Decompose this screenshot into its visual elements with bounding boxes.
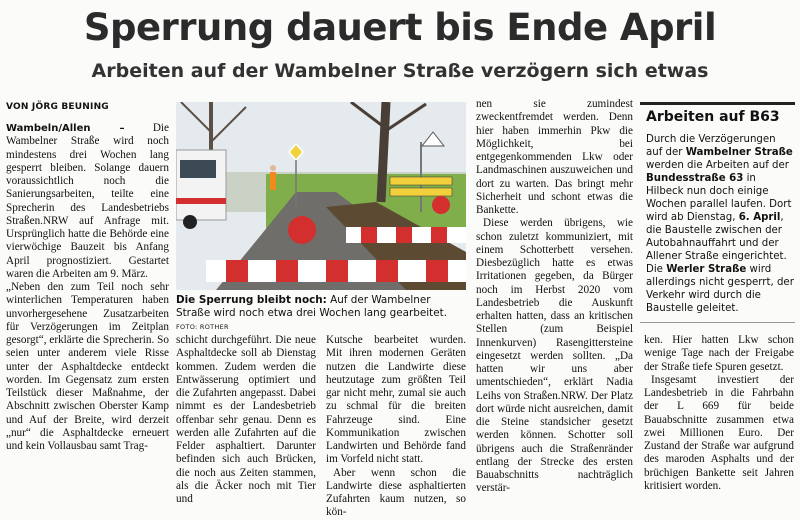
article-column-2 <box>176 334 316 506</box>
paragraph <box>6 122 169 281</box>
road-construction-photo <box>176 102 466 290</box>
paragraph: Insgesamt investiert der Landesbetrieb in die Fahrbahn der L 669 für beide Bauabschnitte zusammen etwa zwei Millionen Euro. Der Zustand der Straße war aufgrund des maroden Asphalts und der brüchigen Bankette seit Jahren kritisiert worden. <box>644 373 794 492</box>
paragraph: „Neben den zum Teil noch sehr winterlichen Temperaturen haben unvorhergesehene Zusatzarbeiten für Verzögerungen im Zeitplan gesorgt“, erklärte die Sprecherin. So seien unter anderem viele Risse unter der Asphaltdecke entdeckt worden. Im Gegensatz zum ersten Teilstück dieser Maßnahme, der Abschnitt zwischen Oberster Kamp und Auf der Breite, wird derzeit „nur“ die Asphaltdecke erneuert und kein Vollausbau samt Trag- <box>6 281 169 452</box>
headline: Sperrung dauert bis Ende April <box>83 6 717 49</box>
article-column-3 <box>326 334 466 520</box>
dateline: Wambeln/Allen – <box>6 123 125 134</box>
infobox <box>640 102 795 322</box>
article-column-4 <box>476 98 633 496</box>
article-column-1 <box>6 122 169 453</box>
caption-lead: Die Sperrung bleibt noch: <box>176 294 327 306</box>
subheadline: Arbeiten auf der Wambelner Straße verzögern sich etwas <box>91 60 709 82</box>
byline: VON JÖRG BEUNING <box>6 102 109 112</box>
caption-text: Auf der Wambelner Straße wird noch etwa drei Wochen lang gearbeitet. <box>176 294 448 319</box>
paragraph: ken. Hier hatten Lkw schon wenige Tage nach der Freigabe der Straße tiefe Spuren gesetzt. <box>644 334 794 373</box>
infobox-title: Arbeiten auf B63 <box>646 109 780 125</box>
photo-caption <box>176 294 466 334</box>
paragraph: schicht durchgeführt. Die neue Asphaltdecke soll ab Dienstag kommen. Zudem werden die Entwässerung optimiert und die Zufahrten angepasst. Dabei nimmt es der Landesbetrieb offenbar sehr genau. Denn es werden alle Zufahrten auf die Felder asphaltiert. Darunter befinden sich auch Brücken, die noch aus Zeiten stammen, als die Äcker noch mit Tier und <box>176 334 316 505</box>
paragraph: Aber wenn schon die Landwirte diese asphaltierten Zufahrten kaum nutzen, so kön- <box>326 466 466 519</box>
paragraph: Kutsche bearbeitet wurden. Mit ihren modernen Geräten nutzen die Landwirte diese heutzutage zum größten Teil gar nicht mehr, zumal sie auch zu schmal für die breiten Fahrzeuge sind. Eine Kommunikation zwischen Landwirten und Behörde fand im Vorfeld nicht statt. <box>326 334 466 466</box>
paragraph: nen sie zumindest zweckentfremdet werden. Denn hier haben immerhin Pkw die Möglichkeit, bei entgegenkommenden Lkw oder Landmaschinen auszuweichen und dort zu warten. Das bringt mehr Sicherheit und schont etwas die Bankette. <box>476 98 633 216</box>
news-photo <box>176 102 466 290</box>
infobox-text: Durch die Verzögerungen auf der Wambelner Straße werden die Arbeiten auf der Bundesstraße 63 in Hilbeck nun doch einige Wochen parallel laufen. Dort wird ab Dienstag, 6. April, die Baustelle zwischen der Autobahnauffahrt und der Allener Straße eingerichtet. Die Werler Straße wird allerdings nicht gesperrt, der Verkehr wird durch die Baustelle geleitet. <box>646 134 794 314</box>
photo-credit: FOTO: ROTHER <box>176 323 229 331</box>
infobox-separator <box>640 322 795 323</box>
paragraph: Diese werden übrigens, wie schon zuletzt kommuniziert, mit einem Schotterbett versehen. Diesbezüglich hatte es etwas Irritationen gegeben, da Bürger noch im Herbst 2020 vom Landesbetrieb die Auskunft erhalten hatten, dass an kritischen Stellen (zum Beispiel Innenkurven) Rasengittersteine eingesetzt werden sollten. „Da hatten wir uns aber umentschieden“, erklärt Nadia Leihs von Straßen.NRW. Der Platz dort würde nicht ausreichen, damit die Steine standsicher gesetzt werden können. Schotter soll übrigens auch die Straßenränder entlang der Strecke des ersten Bauabschnitts nachträglich verstär- <box>476 217 633 495</box>
infobox-rule <box>640 102 795 105</box>
paragraph-text: Die Wambelner Straße wird noch mindestens drei Wochen lang gesperrt bleiben. Solange dauern voraussichtlich noch die Sanierungsarbeiten, teilte eine Sprecherin des Landesbetriebs Straßen.NRW auf Anfrage mit. Ursprünglich hatte die Behörde eine vierwöchige Bauzeit bis Anfang April prognostiziert. Gestartet waren die Arbeiten am 9. März. <box>6 122 169 280</box>
article-column-5 <box>644 334 794 493</box>
